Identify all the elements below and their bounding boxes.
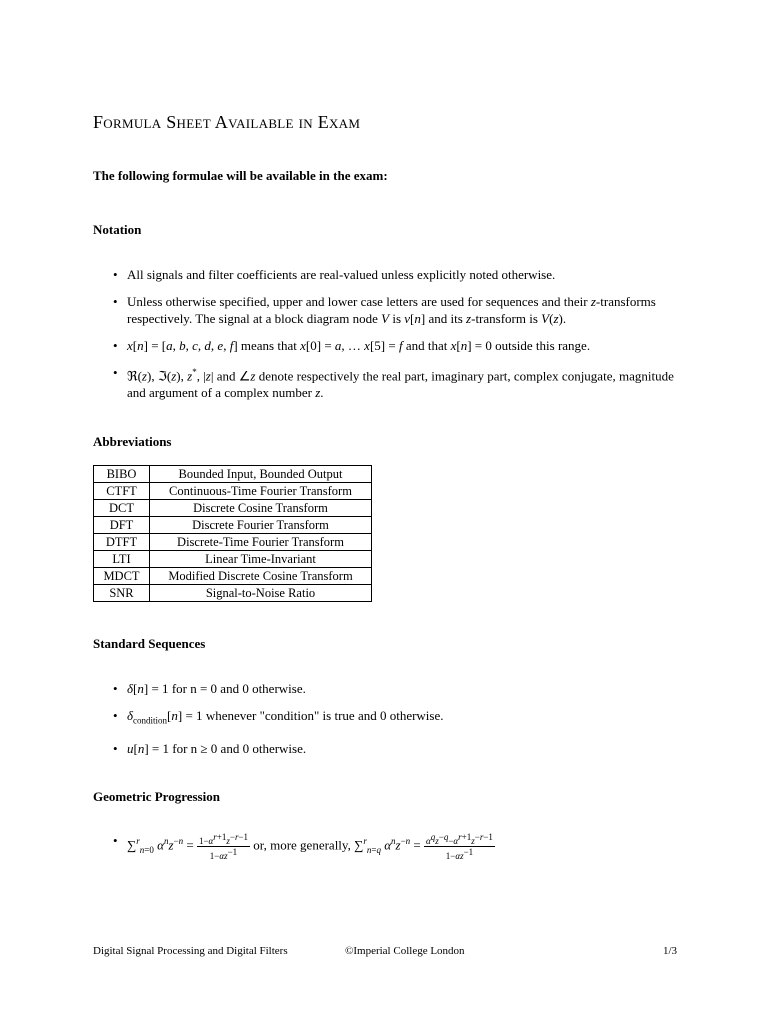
expansion-cell: Modified Discrete Cosine Transform	[150, 568, 372, 585]
standard-sequences-list	[93, 680, 693, 767]
list-item: • $\delta_{condition}[n] = 1$ whenever "condition" is true and 0 otherwise.	[93, 707, 693, 730]
table-row	[94, 585, 372, 602]
table-row	[94, 517, 372, 534]
list-item: • Unless otherwise specified, upper and lower case letters are used for sequences and their z-transforms respectively. The signal at a block diagram node V is v[n] and its z-transform is V(z).	[93, 293, 693, 327]
list-item: • ∑$^r_{n=0}$ $\alpha^nz^{-n}$ = $\frac{1-\alpha^{r+1}z^{-r-1}}{1-\alpha z^{-1}}$ or, more generally, ∑$^r_{n=q}$ $\alpha^nz^{-n}$ = $\frac{\alpha^qz^{-q}-\alpha^{r+1}z^{-r-1}}{1-\alpha z^{-1}}$	[93, 832, 693, 861]
abbreviations-heading: Abbreviations	[93, 434, 172, 449]
abbreviations-table	[93, 465, 372, 602]
footer-course: Digital Signal Processing and Digital Filters	[93, 945, 288, 957]
abbreviation-cell: DFT	[94, 517, 150, 534]
table-row	[94, 551, 372, 568]
list-item: • δ[n] = 1 for n = 0 and 0 otherwise.	[93, 680, 693, 697]
list-item: • x[n] = [a, b, c, d, e, f] means that x[0] = a, … x[5] = f and that x[n] = 0 outside this range.	[93, 337, 693, 354]
notation-list	[93, 266, 693, 411]
abbreviation-cell: DCT	[94, 500, 150, 517]
expansion-cell: Discrete-Time Fourier Transform	[150, 534, 372, 551]
table-row	[94, 500, 372, 517]
table-row	[94, 568, 372, 585]
expansion-cell: Signal-to-Noise Ratio	[150, 585, 372, 602]
list-item: • All signals and filter coefficients are real-valued unless explicitly noted otherwise.	[93, 266, 693, 283]
footer-page-number: 1/3	[663, 945, 678, 957]
fraction: $\frac{\alpha^qz^{-q}-\alpha^{r+1}z^{-r-1}}{1-\alpha z^{-1}}$	[426, 832, 493, 861]
expansion-cell: Continuous-Time Fourier Transform	[150, 483, 372, 500]
geometric-list	[93, 832, 693, 871]
footer-copyright: ©Imperial College London	[345, 945, 465, 957]
list-item: • u[n] = 1 for n ≥ 0 and 0 otherwise.	[93, 740, 693, 757]
fraction: $\frac{1-\alpha^{r+1}z^{-r-1}}{1-\alpha z^{-1}}$	[198, 832, 249, 861]
abbreviation-cell: SNR	[94, 585, 150, 602]
standard-sequences-heading: Standard Sequences	[93, 636, 206, 651]
abbreviation-cell: DTFT	[94, 534, 150, 551]
intro-text: The following formulae will be available in the exam:	[93, 168, 388, 183]
abbreviation-cell: BIBO	[94, 466, 150, 483]
abbreviation-cell: CTFT	[94, 483, 150, 500]
geometric-progression-heading: Geometric Progression	[93, 789, 220, 804]
abbreviation-cell: LTI	[94, 551, 150, 568]
expansion-cell: Discrete Cosine Transform	[150, 500, 372, 517]
list-item: • ℜ(z), ℑ(z), z*, |z| and ∠z denote respectively the real part, imaginary part, complex conjugate, magnitude and argument of a complex number z.	[93, 364, 693, 401]
table-row	[94, 534, 372, 551]
table-row	[94, 466, 372, 483]
notation-heading: Notation	[93, 222, 142, 237]
expansion-cell: Bounded Input, Bounded Output	[150, 466, 372, 483]
abbreviation-cell: MDCT	[94, 568, 150, 585]
table-row	[94, 483, 372, 500]
expansion-cell: Linear Time-Invariant	[150, 551, 372, 568]
page-title: Formula Sheet Available in Exam	[93, 112, 361, 132]
expansion-cell: Discrete Fourier Transform	[150, 517, 372, 534]
